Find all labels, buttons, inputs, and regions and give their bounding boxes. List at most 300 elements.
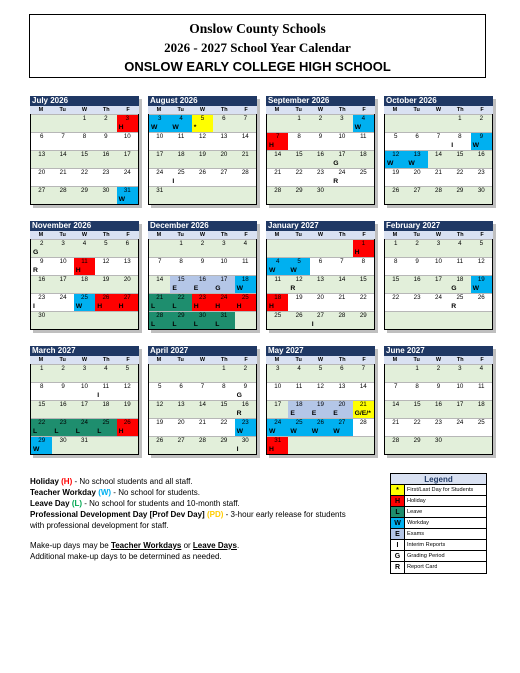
day-number: 27 xyxy=(38,187,46,194)
day-cell xyxy=(52,383,73,400)
day-code: W xyxy=(472,285,480,292)
day-cell xyxy=(95,151,116,168)
day-cell xyxy=(310,115,331,132)
day-code: L xyxy=(54,428,59,435)
day-cell xyxy=(170,276,191,293)
day-number: 2 xyxy=(61,365,65,372)
day-number: 28 xyxy=(435,187,442,194)
day-cell xyxy=(213,151,234,168)
day-number: 3 xyxy=(436,240,441,247)
day-cell xyxy=(471,312,492,329)
day-number: 31 xyxy=(274,437,282,444)
day-number: 18 xyxy=(81,276,88,283)
day-number xyxy=(353,187,374,195)
day-header: M xyxy=(38,357,44,363)
day-number: 25 xyxy=(359,169,367,176)
day-number: 13 xyxy=(220,133,228,140)
day-code xyxy=(288,248,309,257)
day-number: 24 xyxy=(123,169,131,176)
day-cell xyxy=(449,437,470,454)
day-number: 13 xyxy=(38,151,46,158)
day-cell xyxy=(52,258,73,275)
day-code xyxy=(74,177,95,186)
day-cell xyxy=(471,383,492,400)
day-cell xyxy=(235,419,256,436)
day-header: F xyxy=(480,232,484,238)
day-number: 18 xyxy=(177,151,185,158)
day-header: F xyxy=(126,357,130,363)
week-row xyxy=(31,436,138,454)
day-header-row xyxy=(148,106,257,114)
day-number: 3 xyxy=(125,115,130,122)
day-code: E xyxy=(311,410,317,417)
day-cell xyxy=(449,365,470,382)
day-cell xyxy=(31,401,52,418)
day-code xyxy=(310,159,331,168)
day-code xyxy=(288,123,309,132)
day-cell xyxy=(310,312,331,329)
day-code xyxy=(428,373,449,382)
day-code xyxy=(406,266,427,275)
week-row xyxy=(31,168,138,186)
day-code: H xyxy=(193,303,199,310)
day-cell xyxy=(310,401,331,418)
day-number: 30 xyxy=(199,312,206,319)
day-code xyxy=(170,195,191,204)
day-code: E xyxy=(333,410,338,417)
day-number: 16 xyxy=(59,401,67,408)
day-number: 30 xyxy=(102,187,110,194)
day-code xyxy=(149,427,170,436)
day-cell xyxy=(95,383,116,400)
week-row xyxy=(267,150,374,168)
day-header-row xyxy=(384,231,493,239)
week-row xyxy=(149,239,256,257)
day-cell xyxy=(74,151,95,168)
month-february-2027 xyxy=(384,221,493,330)
day-code: H xyxy=(118,428,124,435)
day-number: 27 xyxy=(413,187,421,194)
day-cell xyxy=(471,169,492,186)
legend-text: Leave xyxy=(407,509,423,515)
day-code xyxy=(95,159,116,168)
day-code xyxy=(449,159,470,168)
day-cell xyxy=(267,258,288,275)
day-code: E xyxy=(290,410,295,417)
day-number: 29 xyxy=(38,437,46,444)
day-code xyxy=(406,302,427,311)
day-code xyxy=(117,159,138,168)
day-code xyxy=(353,159,374,168)
day-code xyxy=(288,177,309,186)
day-number: 14 xyxy=(274,151,282,158)
week-row xyxy=(149,132,256,150)
day-cell xyxy=(353,258,374,275)
day-code xyxy=(471,177,492,186)
day-code xyxy=(117,248,138,257)
week-row xyxy=(385,382,492,400)
day-number: 10 xyxy=(59,258,67,265)
day-code xyxy=(310,177,331,186)
day-header: Th xyxy=(456,107,464,113)
day-cell xyxy=(428,169,449,186)
day-cell xyxy=(74,365,95,382)
day-number: 25 xyxy=(295,419,303,426)
day-number xyxy=(406,312,427,320)
day-header: F xyxy=(244,107,248,113)
day-number: 30 xyxy=(59,437,67,444)
day-number: 8 xyxy=(39,383,44,390)
day-number: 6 xyxy=(340,365,344,372)
day-number: 8 xyxy=(361,258,366,265)
day-code xyxy=(52,284,73,293)
month-november-2026 xyxy=(30,221,139,330)
day-cell xyxy=(213,276,234,293)
day-cell xyxy=(310,365,331,382)
day-code xyxy=(449,320,470,329)
day-number: 12 xyxy=(199,133,206,140)
day-code xyxy=(385,266,406,275)
day-cell xyxy=(267,187,288,204)
day-code xyxy=(117,266,138,275)
day-cell xyxy=(353,115,374,132)
day-number: 16 xyxy=(317,151,324,158)
day-code xyxy=(31,123,52,132)
day-code xyxy=(471,159,492,168)
day-cell xyxy=(95,419,116,436)
week-row xyxy=(267,418,374,436)
day-cell xyxy=(353,365,374,382)
day-code xyxy=(406,445,427,454)
day-number: 19 xyxy=(477,276,485,283)
day-number: 2 xyxy=(39,240,44,247)
day-number: 4 xyxy=(104,365,108,372)
week-row xyxy=(267,436,374,454)
day-header-row xyxy=(266,231,375,239)
day-number: 24 xyxy=(456,419,464,426)
day-header-row xyxy=(266,106,375,114)
day-code: I xyxy=(236,446,239,453)
day-number: 25 xyxy=(102,419,110,426)
day-code: W xyxy=(333,428,340,435)
day-number: 18 xyxy=(102,401,110,408)
day-cell xyxy=(428,383,449,400)
day-number xyxy=(235,187,256,195)
day-cell xyxy=(149,312,170,329)
day-cell xyxy=(267,383,288,400)
week-row xyxy=(385,186,492,204)
day-header: M xyxy=(38,107,44,113)
day-code xyxy=(170,409,191,418)
day-header: F xyxy=(244,232,248,238)
day-code xyxy=(52,123,73,132)
day-number: 20 xyxy=(177,419,185,426)
day-code: W xyxy=(290,428,297,435)
day-code xyxy=(235,266,256,275)
day-cell xyxy=(213,365,234,382)
week-row xyxy=(267,275,374,293)
day-number: 29 xyxy=(220,437,228,444)
day-code xyxy=(192,248,213,257)
day-code xyxy=(353,141,374,150)
day-number xyxy=(428,115,449,123)
day-number: 17 xyxy=(156,151,164,158)
day-header: W xyxy=(435,232,442,238)
day-header: Th xyxy=(456,232,464,238)
day-code xyxy=(449,266,470,275)
day-cell xyxy=(267,365,288,382)
day-code xyxy=(74,409,95,418)
day-cell xyxy=(288,187,309,204)
day-number: 21 xyxy=(274,169,282,176)
week-row xyxy=(385,400,492,418)
day-cell xyxy=(74,187,95,204)
day-cell xyxy=(192,115,213,132)
day-code xyxy=(52,266,73,275)
day-number: 15 xyxy=(38,401,46,408)
day-number: 23 xyxy=(241,419,249,426)
week-row xyxy=(385,132,492,150)
day-code xyxy=(31,320,52,329)
day-number: 2 xyxy=(318,115,323,122)
day-number: 15 xyxy=(392,276,400,283)
day-number: 25 xyxy=(456,294,464,301)
day-number: 24 xyxy=(156,169,164,176)
day-code: L xyxy=(151,303,156,310)
day-number: 18 xyxy=(274,294,282,301)
day-cell xyxy=(170,151,191,168)
day-code: I xyxy=(33,303,35,310)
day-code xyxy=(149,266,170,275)
day-number: 15 xyxy=(295,151,303,158)
day-cell xyxy=(310,276,331,293)
day-header: Tu xyxy=(295,107,302,113)
day-code xyxy=(170,373,191,382)
week-row xyxy=(267,400,374,418)
day-cell xyxy=(95,169,116,186)
day-code xyxy=(31,141,52,150)
day-header-row xyxy=(384,356,493,364)
day-code xyxy=(471,373,492,382)
day-code: R xyxy=(290,285,296,292)
day-number: 22 xyxy=(81,169,88,176)
day-code xyxy=(117,373,138,382)
day-cell xyxy=(117,365,138,382)
day-cell xyxy=(428,365,449,382)
day-number xyxy=(170,365,191,373)
day-cell xyxy=(406,437,427,454)
day-cell xyxy=(449,240,470,257)
day-code xyxy=(117,445,138,454)
day-number: 5 xyxy=(200,115,205,122)
day-code xyxy=(149,445,170,454)
day-cell xyxy=(235,276,256,293)
day-number: 10 xyxy=(81,383,88,390)
day-cell xyxy=(235,401,256,418)
day-cell xyxy=(235,312,256,329)
week-row xyxy=(385,150,492,168)
week-row xyxy=(267,168,374,186)
day-number: 26 xyxy=(477,294,485,301)
day-number: 24 xyxy=(81,419,88,426)
day-number xyxy=(310,240,331,248)
day-cell xyxy=(170,312,191,329)
day-code xyxy=(149,141,170,150)
day-number: 10 xyxy=(456,383,464,390)
day-code xyxy=(117,391,138,400)
day-cell xyxy=(117,383,138,400)
day-cell xyxy=(31,151,52,168)
day-number: 8 xyxy=(415,383,419,390)
day-cell xyxy=(117,419,138,436)
day-code xyxy=(471,266,492,275)
day-cell xyxy=(149,419,170,436)
day-code xyxy=(213,266,234,275)
day-number xyxy=(449,437,470,445)
week-row xyxy=(31,418,138,436)
day-number: 9 xyxy=(61,383,65,390)
week-row xyxy=(149,275,256,293)
day-number: 7 xyxy=(61,133,65,140)
day-code: L xyxy=(151,321,156,328)
day-code: W xyxy=(33,446,40,453)
day-number: 18 xyxy=(477,401,485,408)
note-workday: Teacher Workday (W) - No school for students. xyxy=(30,488,201,497)
day-number: 17 xyxy=(59,276,67,283)
week-row xyxy=(31,311,138,329)
day-number: 22 xyxy=(220,419,228,426)
day-number: 23 xyxy=(477,169,485,176)
day-cell xyxy=(385,276,406,293)
day-code xyxy=(74,141,95,150)
day-number: 2 xyxy=(200,240,205,247)
week-row xyxy=(267,132,374,150)
week-row xyxy=(149,293,256,311)
day-number: 31 xyxy=(81,437,88,444)
day-code xyxy=(310,266,331,275)
day-cell xyxy=(428,151,449,168)
day-code xyxy=(192,445,213,454)
day-cell xyxy=(149,258,170,275)
month-august-2026 xyxy=(148,96,257,205)
day-number: 27 xyxy=(220,169,228,176)
day-cell xyxy=(288,169,309,186)
day-number: 2 xyxy=(243,365,248,372)
day-code xyxy=(449,373,470,382)
day-number: 10 xyxy=(435,258,442,265)
day-number: 1 xyxy=(297,115,301,122)
day-number xyxy=(406,115,427,123)
day-cell xyxy=(31,133,52,150)
note-makeup: Make-up days may be Teacher Workdays or Leave Days. xyxy=(30,541,240,550)
day-number: 12 xyxy=(477,258,485,265)
day-code xyxy=(353,195,374,204)
day-number: 28 xyxy=(59,187,67,194)
day-cell xyxy=(117,240,138,257)
day-number: 5 xyxy=(318,365,323,372)
day-number: 25 xyxy=(177,169,185,176)
day-number: 20 xyxy=(220,151,228,158)
day-number: 8 xyxy=(179,258,183,265)
day-cell xyxy=(449,419,470,436)
legend-symbol: G xyxy=(391,551,405,561)
day-code xyxy=(471,123,492,132)
day-number: 15 xyxy=(81,151,88,158)
day-code xyxy=(117,409,138,418)
day-number: 8 xyxy=(458,133,462,140)
week-row xyxy=(267,186,374,204)
day-code xyxy=(235,141,256,150)
day-code xyxy=(310,302,331,311)
day-code: I xyxy=(451,142,454,149)
day-cell xyxy=(31,276,52,293)
day-cell xyxy=(331,240,352,257)
day-number: 11 xyxy=(102,383,110,390)
day-code xyxy=(31,373,52,382)
day-number: 7 xyxy=(243,115,248,122)
day-code xyxy=(74,159,95,168)
day-number: 25 xyxy=(477,419,485,426)
day-code xyxy=(310,445,331,454)
day-code xyxy=(31,409,52,418)
day-code xyxy=(74,195,95,204)
day-header: M xyxy=(274,107,280,113)
day-cell xyxy=(52,240,73,257)
day-cell xyxy=(288,401,309,418)
day-cell xyxy=(52,115,73,132)
day-code xyxy=(385,320,406,329)
day-code: H xyxy=(269,446,274,453)
day-code xyxy=(235,320,256,329)
day-number: 6 xyxy=(125,240,130,247)
day-code xyxy=(310,284,331,293)
day-cell xyxy=(235,151,256,168)
day-code xyxy=(353,284,374,293)
day-cell xyxy=(267,419,288,436)
month-title: October 2026 xyxy=(384,96,493,106)
day-code xyxy=(331,391,352,400)
day-cell xyxy=(353,401,374,418)
day-cell xyxy=(267,401,288,418)
day-cell xyxy=(74,133,95,150)
day-cell xyxy=(449,383,470,400)
day-cell xyxy=(74,276,95,293)
day-number: 12 xyxy=(295,276,303,283)
day-cell xyxy=(385,187,406,204)
day-cell xyxy=(213,240,234,257)
day-cell xyxy=(385,294,406,311)
day-cell xyxy=(170,115,191,132)
day-number: 16 xyxy=(102,151,110,158)
day-cell xyxy=(149,401,170,418)
day-code xyxy=(406,141,427,150)
day-code xyxy=(149,248,170,257)
day-code xyxy=(449,391,470,400)
day-code xyxy=(331,373,352,382)
day-number xyxy=(331,187,352,195)
month-september-2026 xyxy=(266,96,375,205)
day-number: 22 xyxy=(38,419,46,426)
day-cell xyxy=(117,294,138,311)
day-cell xyxy=(52,365,73,382)
day-number: 17 xyxy=(456,401,464,408)
day-number xyxy=(471,312,492,320)
day-number: 6 xyxy=(179,383,183,390)
day-code xyxy=(267,373,288,382)
day-cell xyxy=(149,294,170,311)
day-number: 10 xyxy=(338,133,346,140)
day-number: 9 xyxy=(243,383,248,390)
